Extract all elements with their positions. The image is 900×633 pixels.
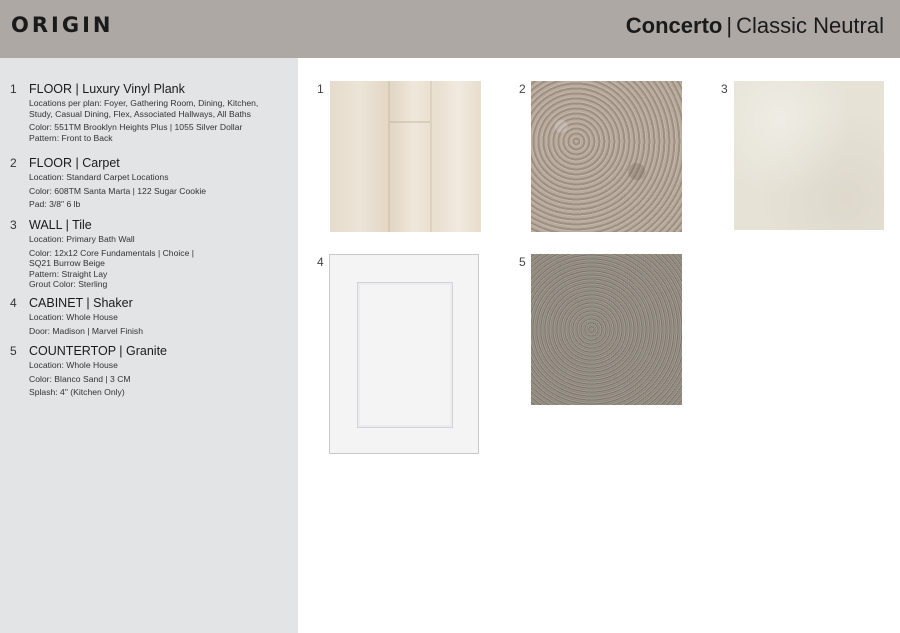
item-detail: Location: Primary Bath Wall bbox=[29, 234, 135, 244]
item-number: 2 bbox=[10, 156, 17, 170]
carpet-swatch bbox=[531, 81, 682, 232]
item-detail: Color: 551TM Brooklyn Heights Plus | 1055 Silver Dollar bbox=[29, 122, 243, 133]
luxury-vinyl-plank-swatch bbox=[330, 81, 481, 232]
header-bar bbox=[0, 0, 900, 58]
origin-logo: ORIGIN bbox=[11, 13, 114, 37]
wall-tile-swatch bbox=[734, 81, 884, 230]
item-detail: Color: 608TM Santa Marta | 122 Sugar Cookie bbox=[29, 185, 207, 196]
swatch-number: 2 bbox=[519, 82, 526, 96]
item-heading: CABINET | Shaker bbox=[29, 296, 133, 310]
item-detail: Grout Color: Sterling bbox=[29, 279, 108, 290]
item-detail: Splash: 4" (Kitchen Only) bbox=[29, 387, 125, 398]
swatch-number: 4 bbox=[317, 255, 324, 269]
item-detail: Pad: 3/8" 6 lb bbox=[29, 199, 81, 210]
swatch-number: 3 bbox=[721, 82, 728, 96]
item-heading: COUNTERTOP | Granite bbox=[29, 344, 168, 358]
selections-sidebar bbox=[0, 58, 298, 633]
item-detail: Color: 12x12 Core Fundamentals | Choice | bbox=[29, 247, 194, 258]
item-number: 3 bbox=[10, 218, 17, 232]
item-detail: Study, Casual Dining, Flex, Associated Hallways, All Baths bbox=[29, 108, 251, 119]
item-detail: SQ21 Burrow Beige bbox=[29, 258, 105, 269]
title-separator: | bbox=[726, 13, 733, 38]
item-detail: Location: Whole House bbox=[29, 360, 118, 370]
scheme-name: Classic Neutral bbox=[736, 13, 884, 38]
collection-name: Concerto bbox=[625, 13, 723, 38]
item-heading: FLOOR | Carpet bbox=[29, 156, 120, 170]
item-detail: Locations per plan: Foyer, Gathering Room, Dining, Kitchen, bbox=[29, 98, 259, 108]
item-detail: Pattern: Straight Lay bbox=[29, 268, 108, 279]
cabinet-door-swatch bbox=[329, 254, 479, 454]
cabinet-door-panel bbox=[357, 282, 453, 428]
item-number: 4 bbox=[10, 296, 17, 310]
item-detail: Location: Standard Carpet Locations bbox=[29, 172, 169, 182]
item-detail: Door: Madison | Marvel Finish bbox=[29, 325, 143, 336]
item-detail: Pattern: Front to Back bbox=[29, 132, 113, 143]
item-heading: FLOOR | Luxury Vinyl Plank bbox=[29, 82, 185, 96]
item-detail: Location: Whole House bbox=[29, 312, 118, 322]
item-heading: WALL | Tile bbox=[29, 218, 92, 232]
item-detail: Color: Blanco Sand | 3 CM bbox=[29, 373, 131, 384]
swatch-number: 5 bbox=[519, 255, 526, 269]
item-number: 1 bbox=[10, 82, 17, 96]
swatch-number: 1 bbox=[317, 82, 324, 96]
page-title bbox=[626, 13, 884, 39]
granite-countertop-swatch bbox=[531, 254, 682, 405]
item-number: 5 bbox=[10, 344, 17, 358]
